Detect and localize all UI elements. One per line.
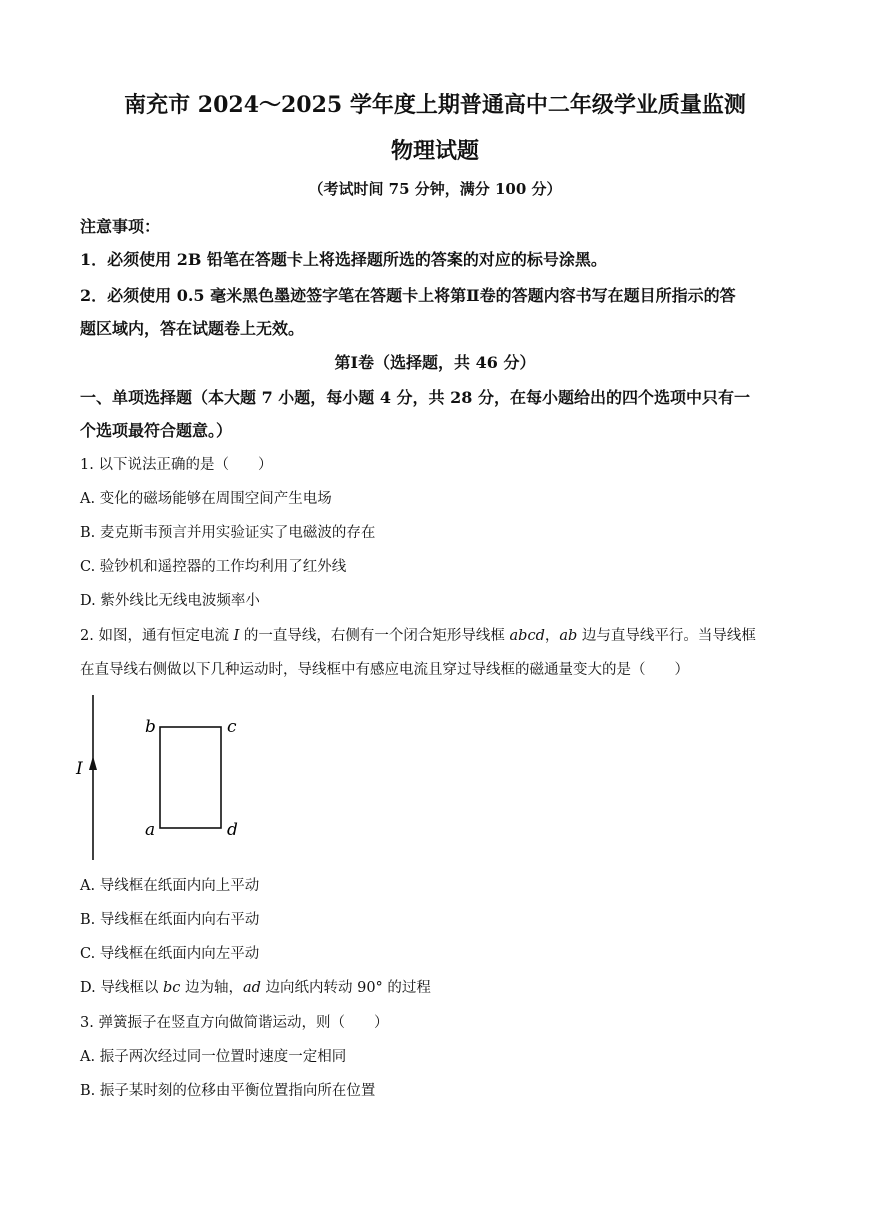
exam-title: 南充市 2024～2025 学年度上期普通高中二年级学业质量监测 [124, 92, 746, 118]
q2-figure [70, 690, 270, 870]
q2-option-a: A. 导线框在纸面内向上平动 [80, 878, 260, 894]
label-d: d [227, 820, 238, 840]
q2-stem-text: 边与直导线平行。当导线框 [577, 628, 756, 644]
label-b: b [145, 717, 156, 737]
volume-1-heading: 第Ⅰ卷（选择题，共 46 分） [334, 353, 536, 372]
notice-heading: 注意事项： [80, 217, 161, 236]
label-c: c [227, 717, 237, 737]
notice-item-2-line-2: 题区域内，答在试题卷上无效。 [80, 319, 305, 338]
q2-var-current: I [233, 628, 240, 644]
q2-option-b: B. 导线框在纸面内向右平动 [80, 912, 260, 928]
q2-stem-text: ， [544, 628, 560, 644]
notice-item-2-line-1: 2．必须使用 0.5 毫米黑色墨迹签字笔在答题卡上将第Ⅱ卷的答题内容书写在题目所指示的答 [80, 286, 736, 305]
q2-option-c: C. 导线框在纸面内向左平动 [80, 946, 260, 962]
q2-var-ab: ab [559, 628, 578, 644]
exam-subject: 物理试题 [390, 138, 479, 164]
q2-var-ad: ad [242, 980, 261, 996]
q3-stem: 3. 弹簧振子在竖直方向做简谐运动，则（ ） [80, 1015, 389, 1031]
q1-option-c: C. 验钞机和遥控器的工作均利用了红外线 [80, 559, 347, 575]
q1-option-d: D. 紫外线比无线电波频率小 [80, 593, 260, 609]
q1-option-b: B. 麦克斯韦预言并用实验证实了电磁波的存在 [80, 525, 376, 541]
q2-stem-line-2: 在直导线右侧做以下几种运动时，导线框中有感应电流且穿过导线框的磁通量变大的是（ ） [80, 662, 689, 678]
current-arrow-icon [89, 756, 97, 770]
q2-option-d-text: 边为轴， [180, 980, 243, 996]
q2-var-abcd: abcd [509, 628, 545, 644]
q2-option-d-text: D. 导线框以 [80, 980, 163, 996]
q1-option-a: A. 变化的磁场能够在周围空间产生电场 [80, 491, 332, 507]
q2-stem-text: 2. 如图，通有恒定电流 [80, 628, 234, 644]
q3-option-b: B. 振子某时刻的位移由平衡位置指向所在位置 [80, 1083, 376, 1099]
q2-option-d-text: 边向纸内转动 90° 的过程 [260, 980, 431, 996]
q2-stem-line-1 [80, 624, 756, 645]
label-current: I [76, 759, 83, 779]
wire-frame [160, 727, 221, 828]
q3-option-a: A. 振子两次经过同一位置时速度一定相同 [80, 1049, 347, 1065]
section-1-heading-line-1: 一、单项选择题（本大题 7 小题，每小题 4 分，共 28 分，在每小题给出的四个选项中只有一 [80, 388, 750, 407]
q2-stem-text: 的一直导线，右侧有一个闭合矩形导线框 [239, 628, 510, 644]
notice-item-1: 1．必须使用 2B 铅笔在答题卡上将选择题所选的答案的对应的标号涂黑。 [80, 250, 607, 269]
q2-var-bc: bc [162, 980, 181, 996]
q2-option-d [80, 976, 431, 997]
label-a: a [145, 820, 156, 840]
exam-info: （考试时间 75 分钟，满分 100 分） [308, 180, 562, 198]
q1-stem: 1. 以下说法正确的是（ ） [80, 457, 273, 473]
section-1-heading-line-2: 个选项最符合题意。） [80, 421, 233, 440]
